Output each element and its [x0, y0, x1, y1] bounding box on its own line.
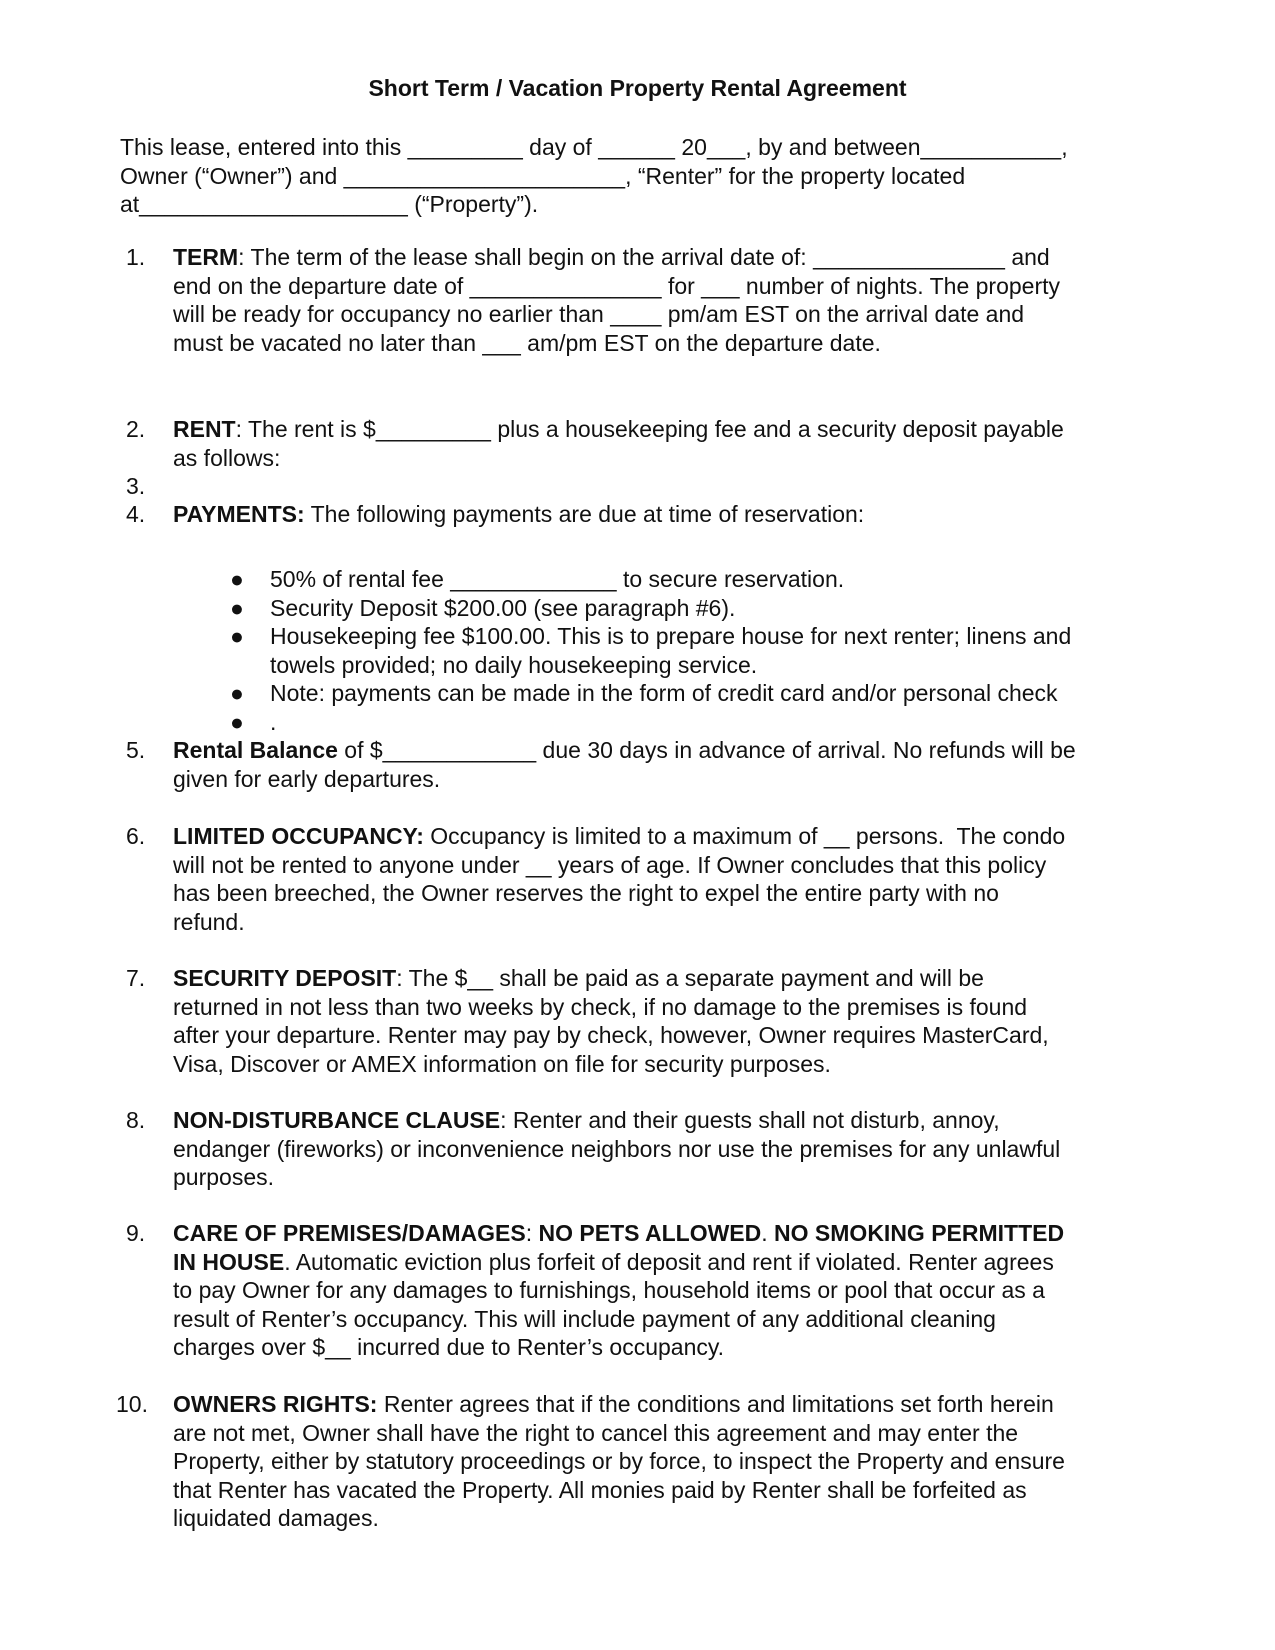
clause-text: liquidated damages.	[173, 1505, 379, 1532]
list-item	[230, 679, 1160, 708]
clause-text: : Renter and their guests shall not disturb, annoy,	[500, 1107, 1000, 1133]
bullet-text: 50% of rental fee _____________ to secure reservation.	[270, 566, 845, 592]
clause-text: : The rent is $_________ plus a housekeeping fee and a security deposit payable	[235, 416, 1064, 442]
clause-body	[173, 500, 1158, 529]
document-title: Short Term / Vacation Property Rental Agreement	[368, 75, 907, 101]
clause-text: The following payments are due at time of reservation:	[304, 501, 865, 527]
clause-number: 7.	[126, 965, 146, 991]
clause-body	[173, 243, 1158, 357]
intro-line: This lease, entered into this _________ day of ______ 20___, by and between___________,	[120, 134, 1068, 160]
clause-text: refund.	[173, 908, 245, 935]
clause-body	[173, 964, 1158, 1078]
clause-text: returned in not less than two weeks by check, if no damage to the premises is found	[173, 993, 1028, 1020]
list-item	[230, 708, 1160, 737]
clause-heading: CARE OF PREMISES/DAMAGES	[173, 1220, 526, 1246]
clause-heading: RENT	[173, 416, 236, 442]
clause-heading: NON-DISTURBANCE CLAUSE	[173, 1107, 501, 1133]
payment-bullet-list	[230, 565, 1160, 737]
clause-text: .	[761, 1220, 775, 1246]
clause-text: end on the departure date of _______________ for ___ number of nights. The property	[173, 272, 1061, 299]
clause-body	[173, 1106, 1158, 1192]
clause-text: Property, either by statutory proceedings or by force, to inspect the Property and ensure	[173, 1448, 1065, 1475]
clause-body	[173, 822, 1158, 936]
bullet-icon: ●	[230, 594, 244, 621]
clause-heading: TERM	[173, 244, 239, 270]
clause-heading: OWNERS RIGHTS:	[173, 1391, 378, 1417]
bullet-text: Security Deposit $200.00 (see paragraph #6).	[270, 594, 736, 621]
list-item	[230, 565, 1160, 594]
no-pets-notice: NO PETS ALLOWED	[538, 1220, 762, 1246]
clause-number: 8.	[126, 1107, 146, 1133]
clause-number: 4.	[126, 501, 146, 527]
clause-text: has been breeched, the Owner reserves the right to expel the entire party with no	[173, 880, 999, 907]
clause-text: will be ready for occupancy no earlier than ____ pm/am EST on the arrival date and	[173, 301, 1025, 328]
clause-text: Occupancy is limited to a maximum of __ persons. The condo	[423, 823, 1066, 849]
clause-text: of $____________ due 30 days in advance of arrival. No refunds will be	[337, 737, 1076, 763]
clause-text: will not be rented to anyone under __ years of age. If Owner concludes that this policy	[173, 851, 1047, 878]
clause-text: result of Renter’s occupancy. This will include payment of any additional cleaning	[173, 1305, 996, 1332]
clause-text: that Renter has vacated the Property. All monies paid by Renter shall be forfeited as	[173, 1476, 1027, 1503]
clause-number: 3.	[126, 473, 146, 499]
bullet-icon: ●	[230, 680, 244, 707]
no-smoking-notice: IN HOUSE	[173, 1248, 285, 1275]
clause-text: Renter agrees that if the conditions and limitations set forth herein	[377, 1391, 1054, 1417]
intro-paragraph	[120, 133, 1160, 219]
clause-text: given for early departures.	[173, 765, 441, 792]
clause-body	[173, 1219, 1158, 1362]
bullet-text: .	[270, 708, 277, 735]
clause-text: are not met, Owner shall have the right to cancel this agreement and may enter the	[173, 1419, 1019, 1446]
clause-text: to pay Owner for any damages to furnishings, household items or pool that occur as a	[173, 1277, 1045, 1304]
clause-text: purposes.	[173, 1164, 275, 1191]
clause-text: endanger (fireworks) or inconvenience neighbors nor use the premises for any unlawful	[173, 1135, 1061, 1162]
clause-body	[173, 1390, 1158, 1533]
clause-text: . Automatic eviction plus forfeit of deposit and rent if violated. Renter agrees	[284, 1248, 1054, 1275]
clause-number: 1.	[126, 244, 146, 270]
clause-text: must be vacated no later than ___ am/pm EST on the departure date.	[173, 329, 881, 356]
bullet-text: Housekeeping fee $100.00. This is to prepare house for next renter; linens and	[270, 623, 1072, 650]
clause-text: :	[525, 1220, 539, 1246]
clause-heading: SECURITY DEPOSIT	[173, 965, 397, 991]
clause-heading: Rental Balance	[173, 737, 338, 763]
clause-text: : The $__ shall be paid as a separate payment and will be	[396, 965, 984, 991]
clause-text: as follows:	[173, 444, 281, 471]
clause-number: 9.	[126, 1220, 146, 1246]
clause-number: 2.	[126, 416, 146, 442]
bullet-icon: ●	[230, 623, 244, 650]
clause-heading: PAYMENTS:	[173, 501, 305, 527]
bullet-icon: ●	[230, 708, 244, 735]
intro-line: at_____________________ (“Property”).	[120, 191, 539, 218]
clause-text: charges over $__ incurred due to Renter’s occupancy.	[173, 1334, 725, 1361]
clause-number: 10.	[116, 1391, 148, 1417]
bullet-text: Note: payments can be made in the form of credit card and/or personal check	[270, 680, 1058, 707]
clause-body	[173, 415, 1158, 472]
clause-body	[173, 736, 1158, 793]
bullet-icon: ●	[230, 566, 244, 592]
clause-number: 5.	[126, 737, 146, 763]
bullet-text: towels provided; no daily housekeeping service.	[270, 651, 758, 678]
list-item	[230, 622, 1160, 679]
clause-text: Visa, Discover or AMEX information on file for security purposes.	[173, 1050, 831, 1077]
clause-text: : The term of the lease shall begin on the arrival date of: _______________ and	[238, 244, 1050, 270]
list-item	[230, 594, 1160, 623]
no-smoking-notice: NO SMOKING PERMITTED	[774, 1220, 1065, 1246]
clause-text: after your departure. Renter may pay by check, however, Owner requires MasterCard,	[173, 1022, 1049, 1049]
clause-number: 6.	[126, 823, 146, 849]
intro-line: Owner (“Owner”) and ______________________, “Renter” for the property located	[120, 162, 966, 189]
clause-heading: LIMITED OCCUPANCY:	[173, 823, 424, 849]
